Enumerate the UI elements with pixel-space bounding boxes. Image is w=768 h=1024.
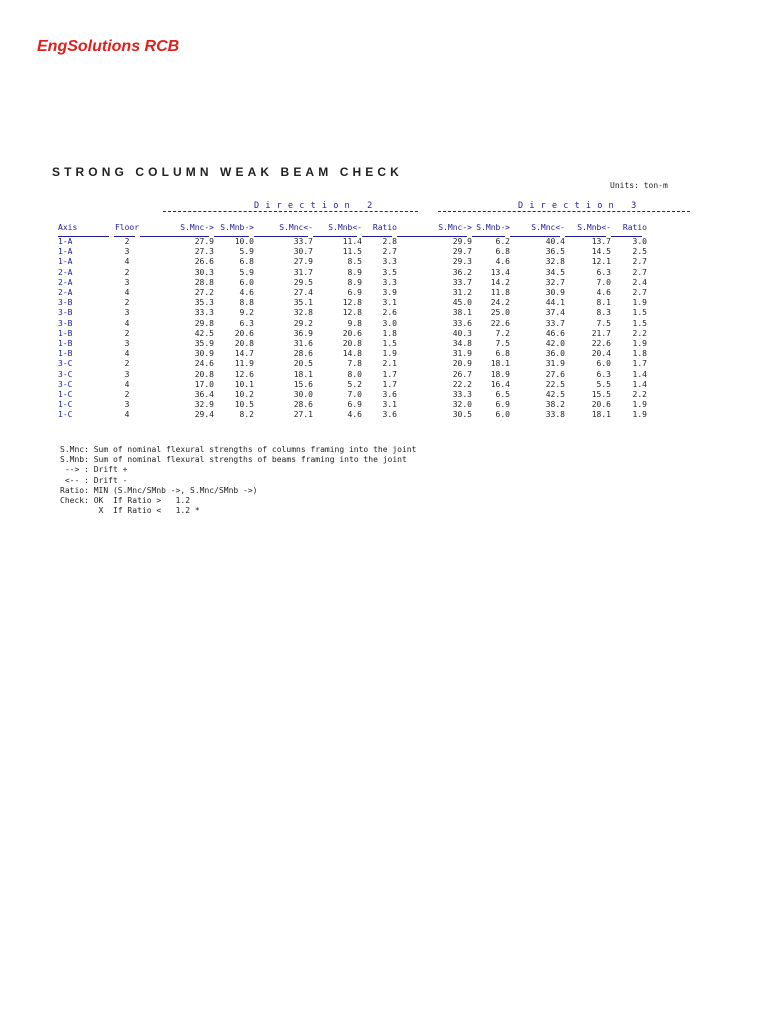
table-cell: 27.9 [194,237,214,246]
table-cell: 30.0 [293,390,313,400]
table-cell: 32.8 [545,257,565,267]
table-cell: 34.8 [452,339,472,349]
table-row [58,319,647,329]
table-cell: 1.8 [382,328,397,338]
axis-cell: 3-C [58,379,73,389]
table-row [58,247,647,257]
table-cell: 3 [124,400,130,410]
table-cell: 18.1 [490,359,510,369]
column-header: S.Mnb<- [577,223,611,232]
table-cell: 4.6 [596,288,611,298]
table-cell: 3.6 [382,390,397,400]
table-cell: 20.8 [342,339,362,349]
table-cell: 2 [124,328,130,338]
table-cell: 1.9 [632,400,647,410]
table-cell: 1.9 [632,410,647,420]
table-cell: 11.5 [342,247,362,257]
table-cell: 2 [124,267,130,277]
table-cell: 3.1 [382,400,397,410]
table-row [58,298,647,308]
table-cell: 1.4 [632,369,647,379]
table-cell: 31.6 [293,339,313,349]
column-header: S.Mnb<- [328,223,362,232]
table-cell: 42.5 [194,328,214,338]
axis-cell: 1-A [58,247,73,257]
axis-cell: 3-B [58,318,73,328]
note-line: Ratio: MIN (S.Mnc/SMnb ->, S.Mnc/SMnb ->) [60,485,258,495]
table-cell: 12.8 [342,308,362,318]
table-cell: 36.9 [293,328,313,338]
table-cell: 3.5 [382,267,397,277]
table-cell: 33.8 [545,410,565,420]
table-cell: 3 [124,277,130,287]
table-cell: 27.1 [293,410,313,420]
table-cell: 7.8 [347,359,362,369]
table-cell: 6.9 [495,400,510,410]
axis-cell: 3-C [58,369,73,379]
note-line: --> : Drift + [60,465,128,475]
table-cell: 1.5 [632,318,647,328]
table-cell: 27.2 [194,288,214,298]
table-cell: 14.5 [591,247,611,257]
table-cell: 12.8 [342,298,362,308]
table-cell: 11.8 [490,288,510,298]
table-cell: 32.8 [293,308,313,318]
table-cell: 7.5 [495,339,510,349]
table-cell: 28.6 [293,400,313,410]
table-cell: 33.7 [452,277,472,287]
table-cell: 13.4 [490,267,510,277]
table-cell: 3 [124,247,130,257]
table-cell: 20.6 [591,400,611,410]
table-cell: 4 [124,288,130,298]
axis-cell: 1-B [58,339,73,349]
table-cell: 12.6 [234,369,254,379]
table-cell: 33.3 [452,390,472,400]
table-cell: 7.0 [596,277,611,287]
table-cell: 36.2 [452,267,472,277]
table-cell: 44.1 [545,298,565,308]
axis-cell: 3-B [58,298,73,308]
table-cell: 33.7 [545,318,565,328]
table-cell: 2.7 [632,257,647,267]
axis-cell: 2-A [58,277,73,287]
axis-cell: 2-A [58,288,73,298]
table-row [58,400,647,410]
direction-3-divider [438,211,690,212]
table-cell: 31.9 [452,349,472,359]
table-row [58,380,647,390]
table-cell: 40.3 [452,328,472,338]
note-line: X If Ratio < 1.2 * [60,506,200,516]
table-cell: 9.2 [239,308,254,318]
table-cell: 8.1 [596,298,611,308]
table-cell: 27.4 [293,288,313,298]
table-cell: 6.3 [596,267,611,277]
table-cell: 2.7 [632,267,647,277]
table-cell: 3 [124,369,130,379]
table-cell: 18.9 [490,369,510,379]
table-cell: 32.9 [194,400,214,410]
table-row [58,359,647,369]
table-cell: 2 [124,237,130,246]
table-cell: 5.5 [596,379,611,389]
table-cell: 4 [124,349,130,359]
column-header: S.Mnb-> [476,223,510,232]
column-header: Ratio [372,223,397,232]
column-header: S.Mnc<- [531,223,565,232]
table-cell: 2.6 [382,308,397,318]
direction-2-heading: Direction 2 [254,201,379,211]
table-cell: 8.3 [596,308,611,318]
table-row [58,339,647,349]
table-cell: 24.6 [194,359,214,369]
table-cell: 6.8 [239,257,254,267]
table-cell: 28.8 [194,277,214,287]
table-cell: 1.7 [382,379,397,389]
table-row [58,370,647,380]
table-cell: 22.6 [591,339,611,349]
table-cell: 29.7 [452,247,472,257]
table-cell: 30.7 [293,247,313,257]
table-cell: 14.2 [490,277,510,287]
table-cell: 4 [124,318,130,328]
table-cell: 37.4 [545,308,565,318]
table-cell: 32.7 [545,277,565,287]
table-cell: 20.9 [452,359,472,369]
table-cell: 20.8 [194,369,214,379]
table-cell: 1.5 [382,339,397,349]
table-cell: 7.5 [596,318,611,328]
table-cell: 18.1 [591,410,611,420]
table-cell: 8.0 [347,369,362,379]
table-cell: 6.9 [347,288,362,298]
table-cell: 2.8 [382,237,397,246]
table-cell: 3.9 [382,288,397,298]
table-cell: 1.7 [632,359,647,369]
table-cell: 3.1 [382,298,397,308]
table-cell: 8.2 [239,410,254,420]
table-cell: 3.0 [632,237,647,246]
table-cell: 5.9 [239,247,254,257]
table-cell: 3.6 [382,410,397,420]
table-cell: 4 [124,379,130,389]
table-cell: 1.7 [382,369,397,379]
table-cell: 27.3 [194,247,214,257]
table-body [58,237,647,421]
table-cell: 1.8 [632,349,647,359]
table-cell: 3.3 [382,277,397,287]
note-line: S.Mnb: Sum of nominal flexural strengths of beams framing into the joint [60,455,407,465]
table-cell: 35.1 [293,298,313,308]
table-cell: 8.9 [347,267,362,277]
table-cell: 34.5 [545,267,565,277]
table-cell: 13.7 [591,237,611,246]
table-cell: 2.2 [632,328,647,338]
table-cell: 8.8 [239,298,254,308]
table-row [58,257,647,267]
table-cell: 10.1 [234,379,254,389]
axis-cell: 1-A [58,237,73,246]
table-cell: 5.2 [347,379,362,389]
table-cell: 7.0 [347,390,362,400]
table-cell: 27.6 [545,369,565,379]
table-cell: 2.2 [632,390,647,400]
table-cell: 42.5 [545,390,565,400]
axis-cell: 3-C [58,359,73,369]
table-cell: 2 [124,390,130,400]
table-cell: 7.2 [495,328,510,338]
note-line: Check: OK If Ratio > 1.2 [60,496,191,506]
table-cell: 6.8 [495,247,510,257]
table-cell: 6.3 [239,318,254,328]
legend-notes [60,445,416,516]
table-cell: 20.4 [591,349,611,359]
table-cell: 30.5 [452,410,472,420]
table-cell: 22.5 [545,379,565,389]
table-cell: 2 [124,298,130,308]
table-cell: 17.0 [194,379,214,389]
table-cell: 6.3 [596,369,611,379]
table-cell: 3.0 [382,318,397,328]
axis-cell: 1-B [58,328,73,338]
table-cell: 1.5 [632,308,647,318]
table-cell: 31.2 [452,288,472,298]
table-cell: 3.3 [382,257,397,267]
table-cell: 2.5 [632,247,647,257]
results-table [58,223,647,421]
table-cell: 20.8 [234,339,254,349]
table-cell: 20.5 [293,359,313,369]
table-cell: 1.9 [382,349,397,359]
column-header: Axis [58,223,78,232]
table-cell: 20.6 [234,328,254,338]
table-cell: 36.4 [194,390,214,400]
table-cell: 1.4 [632,379,647,389]
table-row [58,410,647,420]
table-cell: 3 [124,339,130,349]
table-cell: 36.0 [545,349,565,359]
table-cell: 15.6 [293,379,313,389]
column-header: S.Mnc-> [438,223,472,232]
table-row [58,349,647,359]
table-cell: 8.9 [347,277,362,287]
table-cell: 6.9 [347,400,362,410]
table-row [58,237,647,247]
axis-cell: 3-B [58,308,73,318]
table-cell: 16.4 [490,379,510,389]
table-row [58,329,647,339]
table-cell: 6.0 [239,277,254,287]
table-cell: 25.0 [490,308,510,318]
table-cell: 22.2 [452,379,472,389]
table-cell: 20.6 [342,328,362,338]
table-cell: 30.3 [194,267,214,277]
table-cell: 12.1 [591,257,611,267]
table-row [58,268,647,278]
column-header: S.Mnc<- [279,223,313,232]
table-cell: 11.9 [234,359,254,369]
table-cell: 35.3 [194,298,214,308]
report-title: STRONG COLUMN WEAK BEAM CHECK [52,165,403,179]
table-cell: 6.5 [495,390,510,400]
axis-cell: 1-C [58,400,73,410]
table-row [58,288,647,298]
table-cell: 21.7 [591,328,611,338]
table-cell: 31.7 [293,267,313,277]
table-cell: 2 [124,359,130,369]
table-cell: 29.4 [194,410,214,420]
brand-logo-text: EngSolutions RCB [37,38,180,55]
table-cell: 8.5 [347,257,362,267]
note-line: <-- : Drift - [60,475,128,485]
axis-cell: 1-A [58,257,73,267]
table-cell: 33.7 [293,237,313,246]
table-cell: 40.4 [545,237,565,246]
table-cell: 22.6 [490,318,510,328]
table-cell: 42.0 [545,339,565,349]
table-cell: 10.5 [234,400,254,410]
table-cell: 10.0 [234,237,254,246]
table-cell: 6.0 [495,410,510,420]
table-cell: 2.4 [632,277,647,287]
column-header: Floor [114,223,140,232]
table-cell: 10.2 [234,390,254,400]
table-cell: 11.4 [342,237,362,246]
table-cell: 24.2 [490,298,510,308]
table-cell: 6.2 [495,237,510,246]
table-cell: 4 [124,410,130,420]
table-cell: 14.8 [342,349,362,359]
table-cell: 38.1 [452,308,472,318]
table-cell: 4.6 [495,257,510,267]
table-cell: 5.9 [239,267,254,277]
table-cell: 29.9 [452,237,472,246]
table-cell: 35.9 [194,339,214,349]
table-cell: 6.0 [596,359,611,369]
table-cell: 36.5 [545,247,565,257]
table-cell: 31.9 [545,359,565,369]
column-header: S.Mnc-> [180,223,214,232]
axis-cell: 1-B [58,349,73,359]
axis-cell: 2-A [58,267,73,277]
note-line: S.Mnc: Sum of nominal flexural strengths of columns framing into the joint [60,445,417,454]
table-cell: 29.2 [293,318,313,328]
table-cell: 2.7 [382,247,397,257]
table-cell: 29.8 [194,318,214,328]
direction-2-divider [163,211,418,212]
column-header: S.Mnb-> [220,223,254,232]
axis-cell: 1-C [58,390,73,400]
table-cell: 29.5 [293,277,313,287]
table-cell: 33.6 [452,318,472,328]
table-cell: 2.7 [632,288,647,298]
table-cell: 4 [124,257,130,267]
table-cell: 1.9 [632,298,647,308]
table-cell: 4.6 [347,410,362,420]
table-cell: 18.1 [293,369,313,379]
table-cell: 38.2 [545,400,565,410]
table-cell: 27.9 [293,257,313,267]
table-cell: 9.8 [347,318,362,328]
table-row [58,390,647,400]
table-cell: 30.9 [194,349,214,359]
table-row [58,308,647,318]
table-cell: 14.7 [234,349,254,359]
table-cell: 46.6 [545,328,565,338]
table-cell: 28.6 [293,349,313,359]
units-label: Units: ton-m [610,181,668,190]
table-cell: 33.3 [194,308,214,318]
table-cell: 26.7 [452,369,472,379]
table-cell: 30.9 [545,288,565,298]
table-cell: 32.0 [452,400,472,410]
axis-cell: 1-C [58,410,73,420]
table-header-row [58,223,647,235]
table-cell: 6.8 [495,349,510,359]
table-cell: 1.9 [632,339,647,349]
table-cell: 15.5 [591,390,611,400]
table-cell: 3 [124,308,130,318]
table-row [58,278,647,288]
table-cell: 29.3 [452,257,472,267]
direction-3-heading: Direction 3 [518,201,643,211]
table-cell: 26.6 [194,257,214,267]
column-header: Ratio [622,223,647,232]
table-cell: 45.0 [452,298,472,308]
table-cell: 2.1 [382,359,397,369]
table-cell: 4.6 [239,288,254,298]
